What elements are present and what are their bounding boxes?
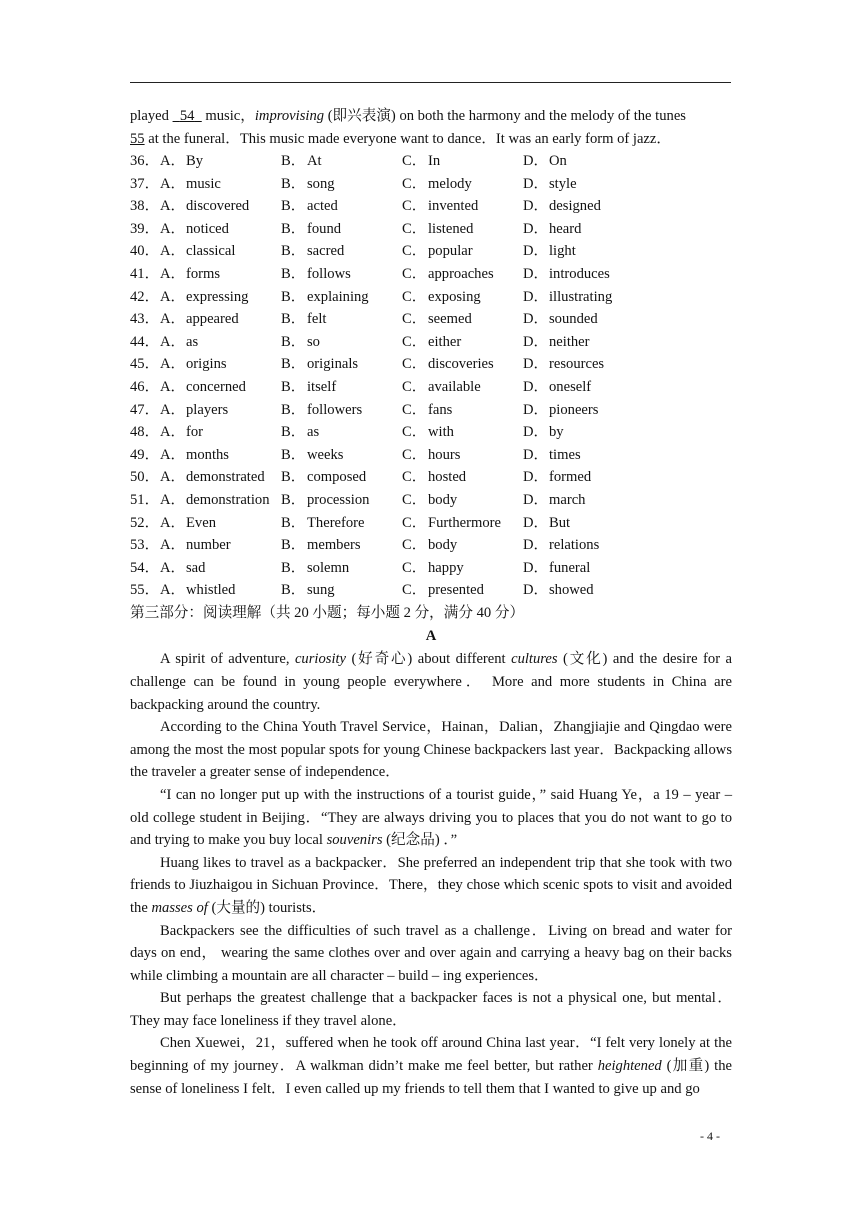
option-letter: C． [402,243,427,260]
option-letter: D． [523,582,549,599]
option-b [281,512,402,535]
option-text: introduces [549,265,610,282]
option-text: invented [428,198,479,215]
option-letter: C． [402,265,427,282]
option-a [160,331,281,354]
option-text: approaches [428,265,494,282]
option-letter: A． [160,265,186,282]
option-a [160,376,281,399]
option-text: song [307,175,335,192]
option-d [523,534,643,557]
option-a [160,466,281,489]
option-letter: C． [402,514,427,531]
option-text: designed [549,198,601,215]
question-number: 41． [130,265,160,282]
option-text: as [186,333,199,350]
option-b [281,376,402,399]
section-heading: 第三部分：阅读理解（共 20 小题；每小题 2 分，满分 40 分） [130,604,525,621]
option-b [281,173,402,196]
option-a [160,173,281,196]
option-letter: A． [160,401,186,418]
paragraph-4: Huang likes to travel as a backpacker．She preferred an independent trip that she took with two friends to Jiuzhaigou in Sichuan Province．There，they chose which scenic spots to visit and avoided the masses of (大量的) tourists． [130,854,732,916]
option-text: At [307,153,322,169]
option-letter: C． [402,356,427,373]
option-letter: A． [160,175,186,192]
option-text: light [549,243,576,260]
option-letter: C． [402,198,427,215]
option-text: discovered [186,198,250,215]
option-a [160,150,281,173]
option-text: Furthermore [428,514,501,531]
option-letter: B． [281,356,306,373]
option-d [523,331,643,354]
option-text: followers [307,401,363,418]
option-d [523,466,643,489]
option-text: seemed [428,311,472,328]
option-letter: B． [281,378,306,395]
option-text: available [428,378,481,395]
option-row [130,421,732,444]
option-d [523,421,643,444]
option-letter: B． [281,265,306,282]
option-row [130,240,732,263]
option-letter: B． [281,582,306,599]
option-text: as [307,424,320,441]
option-text: melody [428,175,472,192]
option-b [281,466,402,489]
option-letter: A． [160,288,186,305]
question-number: 48． [130,424,160,441]
option-letter: A． [160,220,186,237]
option-a [160,195,281,218]
option-text: Therefore [307,514,365,531]
option-letter: B． [281,220,306,237]
option-letter: C． [402,153,427,169]
option-d [523,286,643,309]
option-c [402,512,523,535]
option-row [130,150,732,173]
option-text: march [549,491,586,508]
passage-body [130,648,732,1100]
option-letter: D． [523,424,549,441]
question-number: 50． [130,469,160,486]
option-text: style [549,175,577,192]
blank-55: 55 [130,130,145,147]
option-b [281,263,402,286]
option-letter: D． [523,537,549,554]
option-text: for [186,424,204,441]
option-letter: C． [402,424,427,441]
option-row [130,218,732,241]
question-number: 46． [130,378,160,395]
option-text: demonstrated [186,469,265,486]
option-text: sounded [549,311,598,328]
option-text: classical [186,243,236,260]
option-letter: D． [523,288,549,305]
option-letter: A． [160,333,186,350]
option-b [281,421,402,444]
option-text: showed [549,582,594,599]
option-text: body [428,491,458,508]
option-letter: A． [160,356,186,373]
option-b [281,489,402,512]
option-c [402,444,523,467]
option-a [160,579,281,602]
option-text: neither [549,333,590,350]
option-text: originals [307,356,359,373]
option-a [160,534,281,557]
option-c [402,489,523,512]
option-c [402,353,523,376]
option-letter: A． [160,153,186,169]
option-b [281,579,402,602]
paragraph-7: Chen Xuewei，21，suffered when he took off around China last year．“I felt very lonely at the beginning of my journey．A walkman didn’t make me feel better, but rather heightened (加重) the sense of loneliness I felt．I even called up my friends to tell them that I wanted to give up and go [130,1035,732,1097]
option-b [281,195,402,218]
option-d [523,399,643,422]
page-content [130,105,732,1100]
option-letter: A． [160,537,186,554]
option-row [130,557,732,580]
option-text: listened [428,220,474,237]
option-letter: D． [523,514,549,531]
option-d [523,195,643,218]
question-number: 43． [130,311,160,328]
option-d [523,444,643,467]
paragraph-2: According to the China Youth Travel Service，Hainan，Dalian，Zhangjiajie and Qingdao were among the most the most popular spots for young Chinese backpackers last year．Backpacking allows the traveler a greater sense of independence． [130,719,732,781]
option-a [160,421,281,444]
option-letter: D． [523,446,549,463]
option-text: forms [186,265,221,282]
option-text: discoveries [428,356,494,373]
option-text: popular [428,243,473,260]
option-letter: C． [402,401,427,418]
question-number: 47． [130,401,160,418]
option-a [160,489,281,512]
option-letter: A． [160,198,186,215]
option-letter: B． [281,333,306,350]
option-d [523,579,643,602]
option-letter: B． [281,243,306,260]
option-d [523,489,643,512]
question-number: 42． [130,288,160,305]
option-letter: D． [523,153,549,169]
option-b [281,331,402,354]
option-text: Even [186,514,216,531]
option-d [523,557,643,580]
option-b [281,444,402,467]
question-number: 37． [130,175,160,192]
option-letter: A． [160,378,186,395]
header-rule [130,82,731,83]
option-letter: D． [523,378,549,395]
option-letter: B． [281,288,306,305]
option-c [402,240,523,263]
option-letter: C． [402,288,427,305]
option-letter: C． [402,491,427,508]
option-text: by [549,424,564,441]
option-letter: A． [160,243,186,260]
option-text: demonstration [186,491,270,508]
option-a [160,308,281,331]
option-letter: C． [402,537,427,554]
option-d [523,240,643,263]
option-c [402,218,523,241]
option-text: noticed [186,220,229,237]
option-letter: D． [523,175,549,192]
option-text: presented [428,582,484,599]
option-letter: B． [281,446,306,463]
option-letter: B． [281,198,306,215]
question-number: 36． [130,153,160,169]
option-row [130,466,732,489]
option-text: illustrating [549,288,613,305]
option-text: But [549,514,571,531]
option-letter: B． [281,153,306,169]
option-text: months [186,446,229,463]
paragraph-1: A spirit of adventure, curiosity (好奇心) about different cultures (文化) and the desire for a challenge can be found in young people everywhere． More and more students in China are backpacking around the country. [130,651,732,713]
option-row [130,444,732,467]
option-text: number [186,537,231,554]
option-c [402,399,523,422]
option-letter: D． [523,356,549,373]
option-d [523,512,643,535]
option-letter: C． [402,469,427,486]
option-text: happy [428,559,464,576]
option-text: sung [307,582,335,599]
option-a [160,286,281,309]
option-letter: C． [402,378,427,395]
option-letter: A． [160,311,186,328]
question-number: 44． [130,333,160,350]
option-text: sad [186,559,206,576]
question-number: 51． [130,491,160,508]
option-letter: C． [402,446,427,463]
option-text: expressing [186,288,249,305]
blank-54: 54 [179,108,195,124]
option-a [160,353,281,376]
option-a [160,557,281,580]
option-d [523,218,643,241]
option-text: body [428,537,458,554]
option-text: music [186,175,221,192]
option-letter: B． [281,514,306,531]
question-number: 45． [130,356,160,373]
question-number: 52． [130,514,160,531]
option-row [130,331,732,354]
option-letter: D． [523,559,549,576]
option-d [523,353,643,376]
paragraph-3: “I can no longer put up with the instructions of a tourist guide，” said Huang Ye，a 19 – year – old college student in Beijing．“They are always driving you to places that you do not want to go to and trying to make you buy local souvenirs (纪念品) ．” [130,786,732,849]
option-c [402,308,523,331]
page-number: - 4 - [700,1129,720,1143]
option-c [402,421,523,444]
option-text: solemn [307,559,350,576]
option-text: oneself [549,378,592,395]
option-letter: D． [523,333,549,350]
option-letter: A． [160,491,186,508]
option-row [130,173,732,196]
option-row [130,353,732,376]
option-letter: D． [523,469,549,486]
option-letter: D． [523,265,549,282]
option-text: follows [307,265,351,282]
option-text: found [307,220,342,237]
option-text: weeks [307,446,344,463]
option-text: either [428,333,462,350]
option-letter: D． [523,243,549,260]
option-letter: B． [281,559,306,576]
option-letter: C． [402,559,427,576]
passage-title: A [425,628,437,645]
option-a [160,512,281,535]
option-text: acted [307,198,338,215]
option-text: composed [307,469,367,486]
option-row [130,512,732,535]
option-letter: B． [281,469,306,486]
option-text: On [549,153,567,169]
option-row [130,195,732,218]
option-text: sacred [307,243,345,260]
option-row [130,489,732,512]
option-row [130,534,732,557]
option-text: heard [549,220,582,237]
option-c [402,331,523,354]
option-c [402,557,523,580]
option-b [281,308,402,331]
option-text: explaining [307,288,369,305]
option-text: with [428,424,454,441]
question-number: 55． [130,582,160,599]
option-text: procession [307,491,370,508]
option-letter: C． [402,220,427,237]
option-b [281,218,402,241]
option-d [523,376,643,399]
option-text: relations [549,537,600,554]
option-letter: B． [281,401,306,418]
option-text: concerned [186,378,246,395]
option-letter: A． [160,469,186,486]
option-c [402,173,523,196]
intro-line-2: 55 at the funeral．This music made everyone want to dance．It was an early form of jazz． [130,130,671,147]
question-number: 53． [130,537,160,554]
option-text: members [307,537,361,554]
option-letter: C． [402,175,427,192]
option-d [523,263,643,286]
option-letter: C． [402,333,427,350]
option-letter: A． [160,446,186,463]
option-a [160,240,281,263]
option-a [160,444,281,467]
option-letter: D． [523,220,549,237]
intro-line-1: played 54 music，improvising (即兴表演) on both the harmony and the melody of the tunes [130,108,686,124]
option-b [281,399,402,422]
option-c [402,466,523,489]
option-c [402,376,523,399]
option-d [523,173,643,196]
question-number: 54． [130,559,160,576]
option-b [281,534,402,557]
option-text: appeared [186,311,239,328]
option-row [130,376,732,399]
option-text: felt [307,311,327,328]
option-letter: D． [523,198,549,215]
option-letter: D． [523,401,549,418]
question-number: 38． [130,198,160,215]
option-text: In [428,153,441,169]
option-c [402,150,523,173]
question-number: 39． [130,220,160,237]
option-row [130,308,732,331]
option-a [160,399,281,422]
option-d [523,308,643,331]
option-b [281,557,402,580]
option-letter: B． [281,311,306,328]
option-c [402,263,523,286]
option-letter: A． [160,424,186,441]
option-text: exposing [428,288,481,305]
option-row [130,263,732,286]
option-a [160,218,281,241]
option-text: whistled [186,582,236,599]
paragraph-5: Backpackers see the difficulties of such travel as a challenge．Living on bread and water for days on end， wearing the same clothes over and over again and carrying a heavy bag on their backs while climbing a mountain are all character – build – ing experiences． [130,922,732,984]
question-number: 49． [130,446,160,463]
option-a [160,263,281,286]
option-text: so [307,333,320,350]
option-letter: B． [281,491,306,508]
option-letter: C． [402,311,427,328]
option-letter: B． [281,175,306,192]
option-letter: B． [281,537,306,554]
option-c [402,579,523,602]
option-b [281,150,402,173]
option-row [130,286,732,309]
option-letter: B． [281,424,306,441]
option-row [130,399,732,422]
option-text: fans [428,401,453,418]
option-letter: C． [402,582,427,599]
option-text: times [549,446,581,463]
option-letter: D． [523,311,549,328]
option-text: origins [186,356,227,373]
option-b [281,240,402,263]
paragraph-6: But perhaps the greatest challenge that a backpacker faces is not a physical one, but mental．They may face loneliness if they travel alone． [130,990,732,1029]
option-row [130,579,732,602]
option-text: formed [549,469,592,486]
option-text: players [186,401,229,418]
option-letter: D． [523,491,549,508]
option-text: hours [428,446,461,463]
option-c [402,195,523,218]
option-letter: A． [160,582,186,599]
option-d [523,150,643,173]
option-text: funeral [549,559,591,576]
option-letter: A． [160,559,186,576]
options-list [130,150,732,602]
question-number: 40． [130,243,160,260]
option-b [281,286,402,309]
option-text: itself [307,378,337,395]
option-text: resources [549,356,605,373]
option-c [402,534,523,557]
option-text: hosted [428,469,467,486]
option-text: By [186,153,204,169]
option-text: pioneers [549,401,599,418]
option-b [281,353,402,376]
option-letter: A． [160,514,186,531]
option-c [402,286,523,309]
